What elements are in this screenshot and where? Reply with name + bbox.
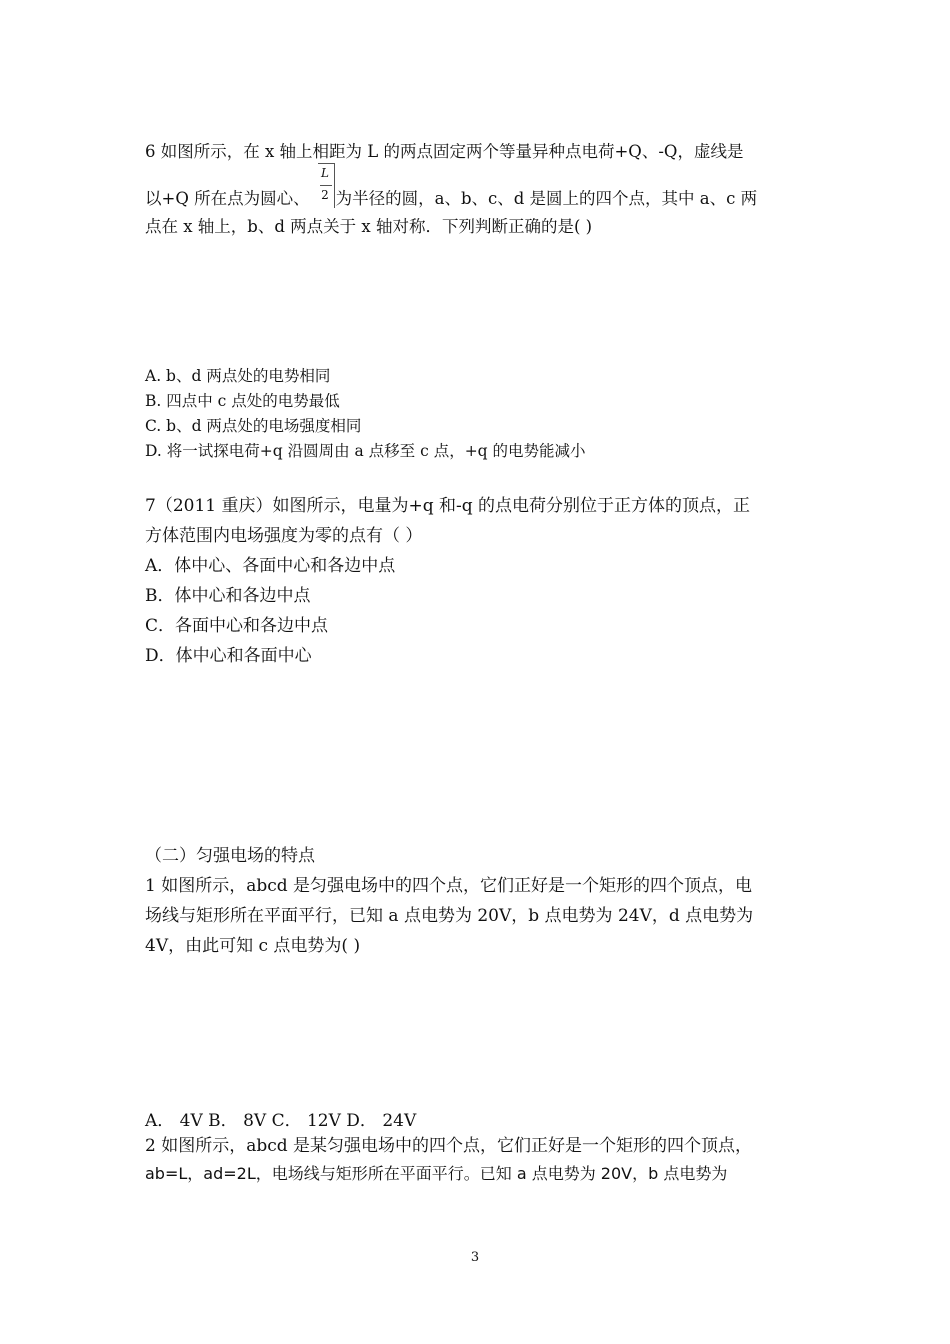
- q6-stem-line1: 6 如图所示，在 x 轴上相距为 L 的两点固定两个等量异种点电荷+Q、-Q，虚线是: [145, 142, 744, 161]
- section-heading: （二）匀强电场的特点: [145, 846, 315, 866]
- q7-option-b: B．体中心和各边中点: [145, 586, 311, 606]
- q6-stem-line2: [145, 188, 757, 210]
- s2-q1-stem-line3: 4V，由此可知 c 点电势为( ): [145, 936, 361, 956]
- s2-q2-stem-line2-text: ab=L，ad=2L，电场线与矩形所在平面平行。已知 a 点电势为 20V，b 点电势为: [145, 1164, 728, 1183]
- s2-q2-stem-line1: 2 如图所示，abcd 是某匀强电场中的四个点，它们正好是一个矩形的四个顶点，: [145, 1136, 753, 1156]
- q6-stem-line3: 点在 x 轴上，b、d 两点关于 x 轴对称．下列判断正确的是( ): [145, 217, 593, 236]
- s2-q1-stem-line1: 1 如图所示，abcd 是匀强电场中的四个点，它们正好是一个矩形的四个顶点，电: [145, 876, 753, 896]
- s2-q1-options: A． 4V B． 8V C． 12V D． 24V: [145, 1111, 417, 1131]
- q7-option-d: D．体中心和各面中心: [145, 646, 312, 666]
- fraction-denominator: 2: [321, 188, 329, 202]
- q7-option-a: A．体中心、各面中心和各边中点: [145, 556, 396, 576]
- s2-q2-stem-line2: [145, 1163, 727, 1185]
- q6-stem-line2-part1: 以+Q 所在点为圆心、: [145, 189, 310, 208]
- fraction-bar: [320, 185, 332, 186]
- q6-option-c: C. b、d 两点处的电场强度相同: [145, 417, 362, 435]
- q6-stem-line2-part2: 为半径的圆，a、b、c、d 是圆上的四个点，其中 a、c 两: [335, 189, 758, 208]
- q7-stem-line1: 7（2011 重庆）如图所示，电量为+q 和-q 的点电荷分别位于正方体的顶点，正: [145, 496, 751, 516]
- fraction-numerator: L: [321, 166, 329, 180]
- q6-option-d: D. 将一试探电荷+q 沿圆周由 a 点移至 c 点，+q 的电势能减小: [145, 442, 586, 460]
- page-number: 3: [470, 1250, 480, 1265]
- fraction-l-over-2: [318, 163, 335, 208]
- q7-stem-line2: 方体范围内电场强度为零的点有（ ）: [145, 526, 423, 546]
- q6-option-b: B. 四点中 c 点处的电势最低: [145, 392, 340, 410]
- q7-option-c: C．各面中心和各边中点: [145, 616, 329, 636]
- s2-q1-stem-line2: 场线与矩形所在平面平行，已知 a 点电势为 20V，b 点电势为 24V，d 点电势为: [145, 906, 754, 926]
- q6-option-a: A. b、d 两点处的电势相同: [145, 367, 331, 385]
